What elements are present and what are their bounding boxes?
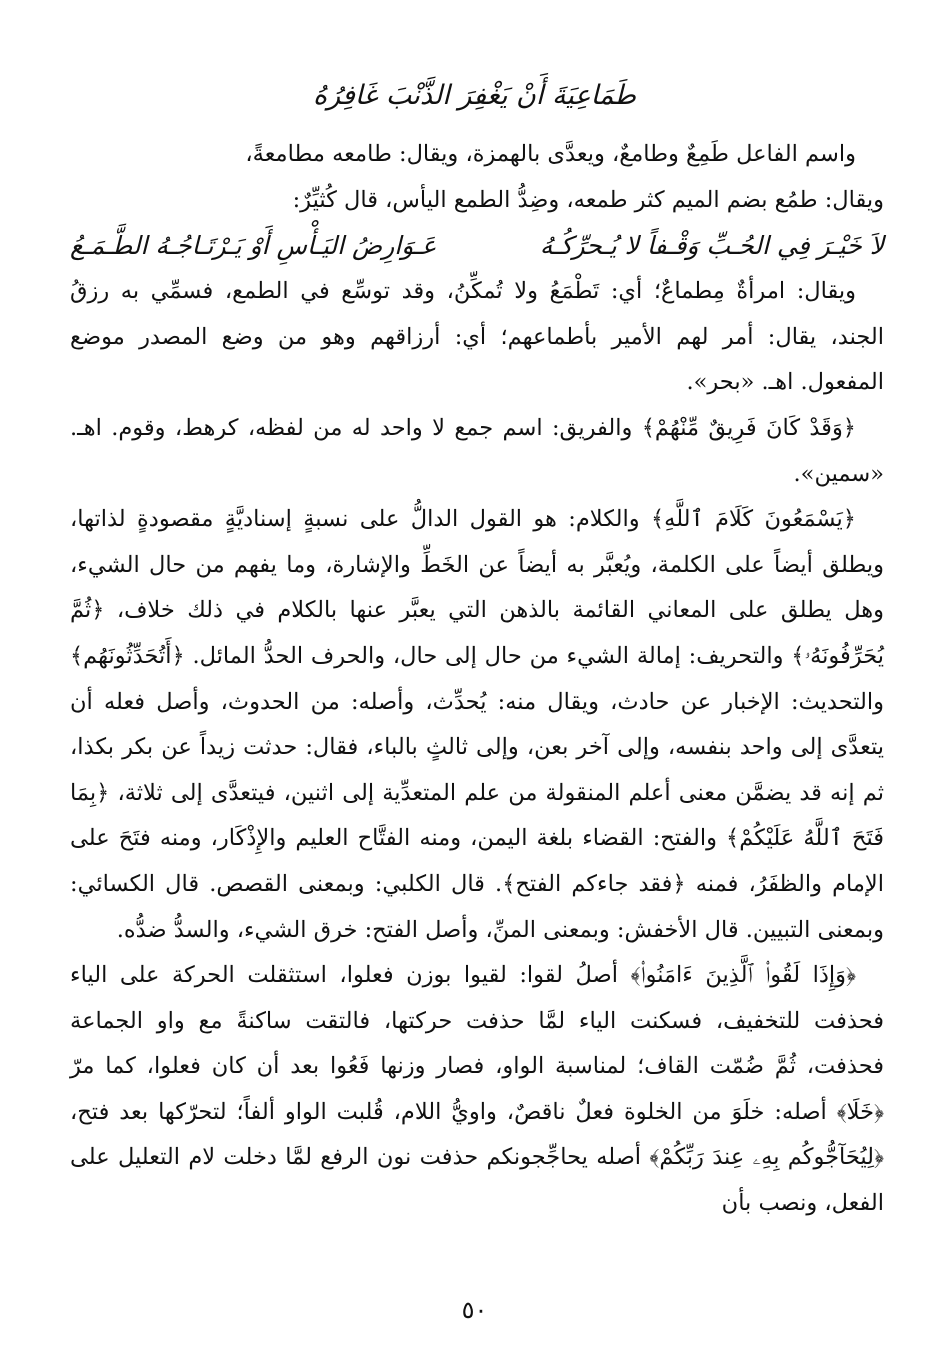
paragraph: ﴿وَقَدْ كَانَ فَرِيقٌ مِّنْهُمْ﴾ والفريق: اسم جمع لا واحد له من لفظه، كرهط، وقوم. اهـ. «سمين». (70, 414, 884, 487)
verse-left-hemistich: عَـوَارِضُ اليَـأْسِ أَوْ يَـرْتَـاجُـهُ الطَّـمَـعُ (70, 231, 437, 261)
paragraph: ﴿وَإِذَا لَقُوا۟ ٱلَّذِينَ ءَامَنُوا۟﴾ أصلُ لقوا: لقيوا بوزن فعلوا، استثقلت الحركة على الياء فحذفت للتخفيف، فسكنت الياء لمَّا حذفت حركتها، فالتقت ساكنةً مع واو الجماعة فحذفت، ثُمَّ ضُمّت القاف؛ لمناسبة الواو، فصار وزنها فَعُوا بعد أن كان فعلوا، كما مرّ ﴿خَلَا﴾ أصله: خلَوَ من الخلوة فعلٌ ناقصٌ، واويُّ اللام، قُلبت الواو ألفاً؛ لتحرّكها بعد فتح، ﴿لِيُحَآجُّوكُم بِهِۦ عِندَ رَبِّكُمْ﴾ أصله يحاجِّجونكم حذفت نون الرفع لمَّا دخلت لام التعليل على الفعل، ونصب بأن (70, 962, 884, 1217)
paragraph: ﴿يَسْمَعُونَ كَلَامَ ٱللَّهِ﴾ والكلام: هو القول الدالُّ على نسبةٍ إسناديَّةٍ مقصودةٍ لذاتها، ويطلق أيضاً على الكلمة، ويُعبَّر به أيضاً عن الخَطِّ والإشارة، وما يفهم من حال الشيء، وهل يطلق على المعاني القائمة بالذهن التي يعبَّر عنها بالكلام في ذلك خلاف، ﴿ثُمَّ يُحَرِّفُونَهُۥ﴾ والتحريف: إمالة الشيء من حال إلى حال، والحرف الحدُّ المائل. ﴿أَتُحَدِّثُونَهُم﴾ والتحديث: الإخبار عن حادث، ويقال منه: يُحدِّث، وأصله: من الحدوث، وأصل فعله أن يتعدَّى إلى واحد بنفسه، وإلى آخر بعن، وإلى ثالثٍ بالباء، فقال: حدثت زيداً عن بكر بكذا، ثم إنه قد يضمَّن معنى أعلم المنقولة من علم المتعدِّية إلى اثنين، فيتعدَّى إلى ثلاثة، ﴿بِمَا فَتَحَ ٱللَّهُ عَلَيْكُمْ﴾ والفتح: القضاء بلغة اليمن، ومنه الفتَّاح العليم والإِذْكَار، ومنه فتَحَ على الإمام والظفَرُ، فمنه ﴿فقد جاءكم الفتح﴾. قال الكلبي: وبمعنى القصص. قال الكسائي: وبمعنى التبيين. قال الأخفش: وبمعنى المنِّ، وأصل الفتح: خرق الشيء، والسدُّ ضدُّه. (70, 506, 884, 943)
verse-right-hemistich: لاَ خَيْـرَ فِي الحُـبِّ وَقْـفاً لا يُـحرِّكُـهُ (539, 231, 884, 261)
page-number: ٥٠ (461, 1296, 488, 1324)
body-text (70, 132, 884, 1227)
running-header: طَمَاعِيَةَ أَنْ يَغْفِرَ الذَّنْبَ غَافِرُهُ (312, 80, 637, 111)
paragraph-line: واسم الفاعل طَمِعٌ وطامعٌ، ويعدَّى بالهمزة، ويقال: طامعه مطامعةً، (245, 141, 856, 167)
paragraph: ويقال: امرأةٌ مِطماعٌ؛ أي: تَطْمَعُ ولا تُمكِّنُ، وقد توسِّع في الطمع، فسمِّي به رزقُ الجند، يقال: أمر لهم الأمير بأطماعهم؛ أي: أرزاقهم وهو من وضع المصدر موضع المفعول. اهـ. «بحر». (70, 278, 884, 396)
paragraph-line: ويقال: طمُع بضم الميم كثر طمعه، وضِدُّ الطمع اليأس، قال كُثيِّرٌ: (292, 186, 884, 213)
poetry-verse (70, 223, 884, 269)
